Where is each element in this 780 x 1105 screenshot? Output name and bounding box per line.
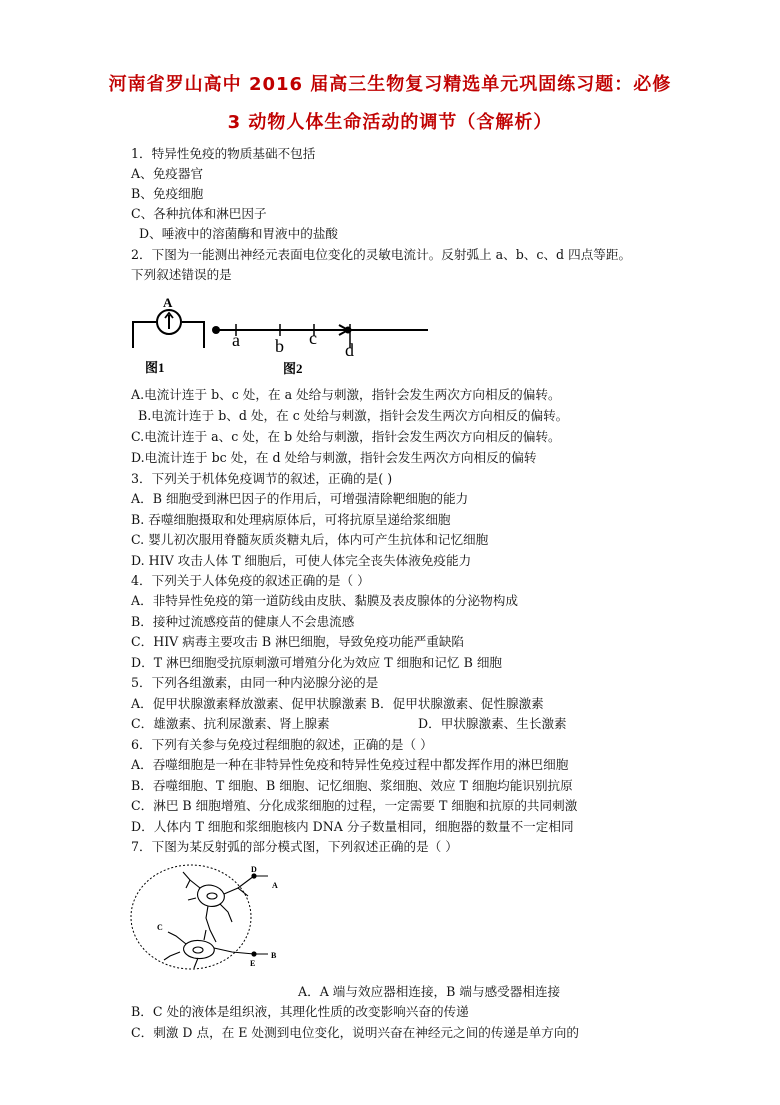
q3-option-a: A．B 细胞受到淋巴因子的作用后，可增强清除靶细胞的能力 <box>131 491 469 506</box>
q1-option-d: D、唾液中的溶菌酶和胃液中的盐酸 <box>139 226 339 241</box>
label-d: D <box>251 865 257 874</box>
label-c: C <box>157 923 163 932</box>
q6-stem: 6．下列有关参与免疫过程细胞的叙述，正确的是（ ） <box>131 737 433 752</box>
q1-option-c: C、各种抗体和淋巴因子 <box>131 206 267 221</box>
q2-option-b: B.电流计连于 b、d 处，在 c 处给与刺激，指针会发生两次方向相反的偏转。 <box>138 408 569 423</box>
point-e-marker <box>251 951 256 956</box>
q3-option-d: D. HIV 攻击人体 T 细胞后，可使人体完全丧失体液免疫能力 <box>131 553 472 568</box>
q6-option-a: A．吞噬细胞是一种在非特异性免疫和特异性免疫过程中都发挥作用的淋巴细胞 <box>131 757 569 772</box>
point-a-label: a <box>232 330 240 350</box>
q7-option-b: B．C 处的液体是组织液，其理化性质的改变影响兴奋的传递 <box>131 1004 469 1019</box>
q3-stem: 3．下列关于机体免疫调节的叙述，正确的是( ) <box>131 471 393 486</box>
q4-stem: 4．下列关于人体免疫的叙述正确的是（ ） <box>131 573 370 588</box>
q7-option-c: C．刺激 D 点，在 E 处测到电位变化，说明兴奋在神经元之间的传递是单方向的 <box>131 1025 579 1040</box>
q5-option-d: D．甲状腺激素、生长激素 <box>418 716 567 731</box>
q2-option-d: D.电流计连于 bc 处，在 d 处给与刺激，指针会发生两次方向相反的偏转 <box>131 450 537 465</box>
q7-option-a: A．A 端与效应器相连接，B 端与感受器相连接 <box>298 984 561 999</box>
upper-neuron <box>183 872 254 942</box>
q2-stem-line1: 2．下图为一能测出神经元表面电位变化的灵敏电流计。反射弧上 a、b、c、d 四点等距。 <box>131 247 632 262</box>
q6-option-d: D．人体内 T 细胞和浆细胞核内 DNA 分子数量相同，细胞器的数量不一定相同 <box>131 819 574 834</box>
label-b: B <box>271 951 277 960</box>
document-title-line1: 河南省罗山高中 2016 届高三生物复习精选单元巩固练习题：必修 <box>108 74 672 95</box>
q4-option-d: D．T 淋巴细胞受抗原刺激可增殖分化为效应 T 细胞和记忆 B 细胞 <box>131 655 503 670</box>
point-b-label: b <box>275 336 284 356</box>
point-c-label: c <box>309 328 317 348</box>
q3-option-b: B. 吞噬细胞摄取和处理病原体后，可将抗原呈递给浆细胞 <box>131 512 451 527</box>
document-title-line2: 3 动物人体生命活动的调节（含解析） <box>227 112 553 133</box>
q4-option-c: C．HIV 病毒主要攻击 B 淋巴细胞，导致免疫功能严重缺陷 <box>131 634 465 649</box>
figure-galvanometer-nerve <box>128 286 438 386</box>
q2-option-c: C.电流计连于 a、c 处，在 b 处给与刺激，指针会发生两次方向相反的偏转。 <box>131 429 561 444</box>
fig1-caption: 图1 <box>145 360 165 375</box>
fig2-caption: 图2 <box>283 361 303 376</box>
q6-option-c: C．淋巴 B 细胞增殖、分化成浆细胞的过程，一定需要 T 细胞和抗原的共同刺激 <box>131 798 578 813</box>
point-d-label: d <box>345 340 354 360</box>
q5-stem: 5．下列各组激素，由同一种内泌腺分泌的是 <box>131 675 379 690</box>
q1-option-b: B、免疫细胞 <box>131 186 204 201</box>
label-e: E <box>250 959 256 968</box>
label-a: A <box>272 881 278 890</box>
q6-option-b: B．吞噬细胞、T 细胞、B 细胞、记忆细胞、浆细胞、效应 T 细胞均能识别抗原 <box>131 778 573 793</box>
q2-option-a: A.电流计连于 b、c 处，在 a 处给与刺激，指针会发生两次方向相反的偏转。 <box>131 387 561 402</box>
meter-wire-right <box>182 322 204 348</box>
q1-stem: 1．特异性免疫的物质基础不包括 <box>131 146 316 161</box>
q4-option-a: A．非特异性免疫的第一道防线由皮肤、黏膜及表皮腺体的分泌物构成 <box>131 593 518 608</box>
q5-option-c: C．雄激素、抗利尿激素、肾上腺素 <box>131 716 330 731</box>
lower-neuron <box>164 930 254 968</box>
q1-option-a: A、免疫器官 <box>131 166 204 181</box>
q2-stem-line2: 下列叙述错误的是 <box>131 267 232 282</box>
q7-stem: 7．下图为某反射弧的部分模式图，下列叙述正确的是（ ） <box>131 839 458 854</box>
meter-wire-left <box>133 322 156 348</box>
meter-label: A <box>163 295 173 310</box>
q5-options-ab: A．促甲状腺激素释放激素、促甲状腺激素 B．促甲状腺激素、促性腺激素 <box>131 696 544 711</box>
q3-option-c: C. 婴儿初次服用脊髓灰质炎糖丸后，体内可产生抗体和记忆细胞 <box>131 532 489 547</box>
figure-reflex-arc <box>128 860 298 975</box>
q4-option-b: B．接种过流感疫苗的健康人不会患流感 <box>131 614 355 629</box>
point-d-marker <box>251 873 256 878</box>
